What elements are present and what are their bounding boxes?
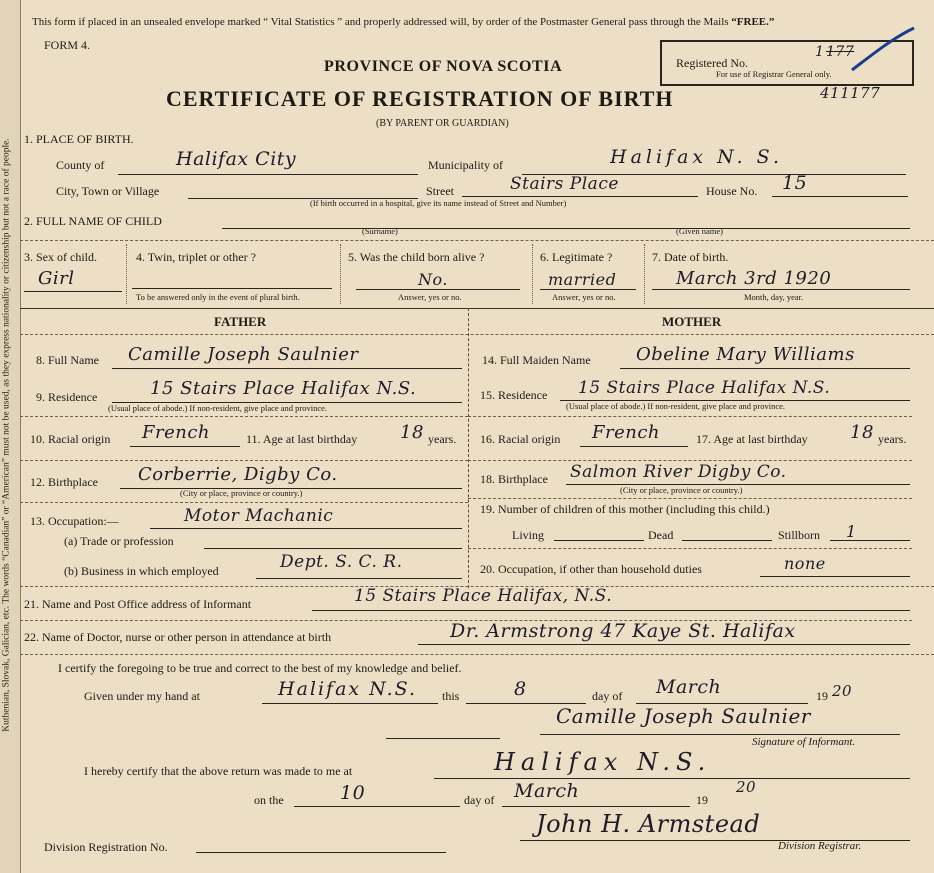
father-name-label: 8. Full Name <box>36 353 99 367</box>
dead-line <box>682 540 772 541</box>
registered-label: Registered No. <box>676 56 748 70</box>
county-value: Halifax City <box>176 148 297 170</box>
certify-statement: I certify the foregoing to be true and correct to the best of my knowledge and belief. <box>58 661 462 675</box>
mother-occupation-value: none <box>784 554 826 573</box>
given-label: Given under my hand at <box>84 689 200 703</box>
mother-occupation-label: 20. Occupation, if other than household duties <box>480 562 702 576</box>
house-line <box>772 196 908 197</box>
county-line <box>118 174 418 175</box>
municipality-label: Municipality of <box>428 158 503 172</box>
father-age-value: 18 <box>400 422 424 443</box>
informant-signature-label: Signature of Informant. <box>752 736 856 748</box>
mother-occupation-line <box>760 576 910 577</box>
legit-label: 6. Legitimate ? <box>540 250 613 264</box>
col-divider-1 <box>126 244 127 304</box>
date-label: 7. Date of birth. <box>652 250 729 264</box>
alive-label: 5. Was the child born alive ? <box>348 250 485 264</box>
mother-name-label: 14. Full Maiden Name <box>482 353 591 367</box>
mother-children-label: 19. Number of children of this mother (including this child.) <box>480 502 770 516</box>
on-the-label: on the <box>254 793 284 807</box>
father-trade-line <box>204 548 462 549</box>
mother-years-label: years. <box>878 432 907 446</box>
mother-residence-divider <box>468 416 912 417</box>
registered-note: For use of Registrar General only. <box>716 69 832 79</box>
mother-residence-note: (Usual place of abode.) If non-resident, give place and province. <box>566 401 786 411</box>
this-label: this <box>442 689 460 703</box>
father-occupation-line <box>150 528 462 529</box>
given-day: 8 <box>514 678 527 700</box>
child-name-label: 2. FULL NAME OF CHILD <box>24 214 162 228</box>
parents-center-divider <box>468 308 469 588</box>
informant-value: 15 Stairs Place Halifax, N.S. <box>354 586 613 606</box>
mother-age-label: 17. Age at last birthday <box>696 432 808 446</box>
hospital-note: (If birth occurred in a hospital, give its name instead of Street and Number) <box>310 198 567 208</box>
father-name-value: Camille Joseph Saulnier <box>128 344 359 365</box>
legit-line <box>540 289 636 290</box>
municipality-value: Halifax N. S. <box>610 146 784 168</box>
stillborn-value: 1 <box>846 522 857 541</box>
registrar-year: 20 <box>736 778 757 796</box>
street-label: Street <box>426 184 454 198</box>
given-place-line <box>262 703 438 704</box>
father-years-label: years. <box>428 432 457 446</box>
father-racial-value: French <box>142 422 211 443</box>
registrar-label: Division Registrar. <box>778 840 862 852</box>
father-business-line <box>256 578 462 579</box>
doctor-value: Dr. Armstrong 47 Kaye St. Halifax <box>450 620 796 642</box>
stillborn-line <box>830 540 910 541</box>
date-value: March 3rd 1920 <box>676 268 832 289</box>
mother-racial-value: French <box>592 422 661 443</box>
doctor-label: 22. Name of Doctor, nurse or other person in attendance at birth <box>24 630 332 644</box>
dead-label: Dead <box>648 528 674 542</box>
col-divider-4 <box>644 244 645 304</box>
mother-racial-divider <box>468 460 912 461</box>
registered-hand-number: 177 <box>826 44 855 60</box>
father-birthplace-value: Corberrie, Digby Co. <box>138 464 338 485</box>
mother-birthplace-divider <box>468 498 912 499</box>
mother-birthplace-value: Salmon River Digby Co. <box>570 462 787 482</box>
father-occupation-label: 13. Occupation:— <box>30 514 119 528</box>
twin-label: 4. Twin, triplet or other ? <box>136 250 256 264</box>
registered-hand-mark: 1 <box>815 44 825 60</box>
registrar-statement: I hereby certify that the above return was made to me at <box>84 764 353 778</box>
parents-table-heading-line <box>20 334 934 335</box>
father-heading: FATHER <box>214 314 267 329</box>
father-birthplace-note: (City or place, province or country.) <box>180 488 303 498</box>
mother-residence-value: 15 Stairs Place Halifax N.S. <box>578 378 831 398</box>
division-registration-line <box>196 852 446 853</box>
mother-age-value: 18 <box>850 422 874 443</box>
registrar-place: Halifax N.S. <box>494 748 712 776</box>
informant-label: 21. Name and Post Office address of Informant <box>24 597 252 611</box>
alive-line <box>356 289 520 290</box>
father-residence-divider <box>20 416 468 417</box>
street-value: Stairs Place <box>510 174 619 194</box>
mother-children-divider <box>468 548 912 549</box>
province-heading: PROVINCE OF NOVA SCOTIA <box>324 58 563 75</box>
page-subtitle: (BY PARENT OR GUARDIAN) <box>376 118 509 129</box>
date-line <box>652 289 910 290</box>
mother-racial-line <box>580 446 688 447</box>
living-label: Living <box>512 528 544 542</box>
mother-name-value: Obeline Mary Williams <box>636 344 855 365</box>
given-month: March <box>656 676 722 698</box>
mother-birthplace-label: 18. Birthplace <box>480 472 548 486</box>
registrar-signature: John H. Armstead <box>536 810 761 838</box>
registrar-day-line <box>294 806 460 807</box>
twin-note: To be answered only in the event of plural birth. <box>136 292 300 302</box>
city-label: City, Town or Village <box>56 184 160 198</box>
father-racial-label: 10. Racial origin <box>30 432 111 446</box>
father-residence-value: 15 Stairs Place Halifax N.S. <box>150 378 417 399</box>
given-name-label: (Given name) <box>676 226 723 236</box>
col-divider-3 <box>532 244 533 304</box>
doctor-line <box>418 644 910 645</box>
informant-line <box>312 610 910 611</box>
father-age-label: 11. Age at last birthday <box>246 432 358 446</box>
registrar-year-prefix: 19 <box>696 793 708 807</box>
registrar-day: 10 <box>340 782 366 804</box>
parents-table-top <box>20 308 934 309</box>
mother-racial-label: 16. Racial origin <box>480 432 561 446</box>
mother-residence-label: 15. Residence <box>480 388 548 402</box>
street-line <box>462 196 698 197</box>
page-title: CERTIFICATE OF REGISTRATION OF BIRTH <box>166 86 674 111</box>
legit-note: Answer, yes or no. <box>552 292 616 302</box>
father-business-value: Dept. S. C. R. <box>280 552 403 572</box>
house-value: 15 <box>782 172 808 194</box>
mother-heading: MOTHER <box>662 314 722 329</box>
sex-label: 3. Sex of child. <box>24 250 97 264</box>
registrar-short-line <box>386 738 500 739</box>
county-label: County of <box>56 158 105 172</box>
section-2-divider <box>20 240 934 241</box>
alive-value: No. <box>418 270 448 289</box>
registrar-month: March <box>514 780 580 802</box>
father-name-line <box>112 368 462 369</box>
father-business-label: (b) Business in which employed <box>64 564 219 578</box>
side-margin-text: Kuthenian, Slovak, Galician, etc. The words “Canadian” or “American” must not be used, as they express nationality or citizenship but not a race of people. <box>1 138 12 732</box>
doctor-divider <box>20 654 934 655</box>
col-divider-2 <box>340 244 341 304</box>
father-residence-note: (Usual place of abode.) If non-resident, give place and province. <box>108 403 328 413</box>
registrar-month-line <box>502 806 690 807</box>
sex-value: Girl <box>38 268 75 289</box>
day-of-label: day of <box>592 689 623 703</box>
mother-birthplace-note: (City or place, province or country.) <box>620 485 743 495</box>
given-year: 20 <box>832 682 853 700</box>
surname-label: (Surname) <box>362 226 398 236</box>
alive-note: Answer, yes or no. <box>398 292 462 302</box>
place-of-birth-heading: 1. PLACE OF BIRTH. <box>24 132 134 146</box>
informant-signature: Camille Joseph Saulnier <box>556 704 811 728</box>
registrar-place-line <box>434 778 910 779</box>
father-trade-label: (a) Trade or profession <box>64 534 174 548</box>
stillborn-label: Stillborn <box>778 528 821 542</box>
mother-name-line <box>620 368 910 369</box>
division-registration-label: Division Registration No. <box>44 840 168 854</box>
sex-line <box>24 291 122 292</box>
father-racial-line <box>130 446 240 447</box>
informant-signature-line <box>540 734 900 735</box>
father-racial-divider <box>20 460 468 461</box>
legit-value: married <box>548 270 617 289</box>
given-place: Halifax N.S. <box>278 678 417 700</box>
living-line <box>554 540 644 541</box>
registered-stroke <box>848 24 918 74</box>
form-number: FORM 4. <box>44 38 91 52</box>
father-birthplace-divider <box>20 502 468 503</box>
registrar-day-of-label: day of <box>464 793 495 807</box>
mail-notice: This form if placed in an unsealed envelope marked “ Vital Statistics ” and properly addressed will, by order of the Postmaster General pass through the Mails “FREE.” <box>32 16 775 28</box>
child-name-line <box>222 228 910 229</box>
house-label: House No. <box>706 184 758 198</box>
given-year-prefix: 19 <box>816 689 828 703</box>
date-note: Month, day, year. <box>744 292 804 302</box>
father-occupation-value: Motor Machanic <box>184 506 334 526</box>
registered-number: 411177 <box>820 84 881 102</box>
father-residence-label: 9. Residence <box>36 390 98 404</box>
father-birthplace-label: 12. Birthplace <box>30 475 98 489</box>
twin-line <box>132 288 332 289</box>
